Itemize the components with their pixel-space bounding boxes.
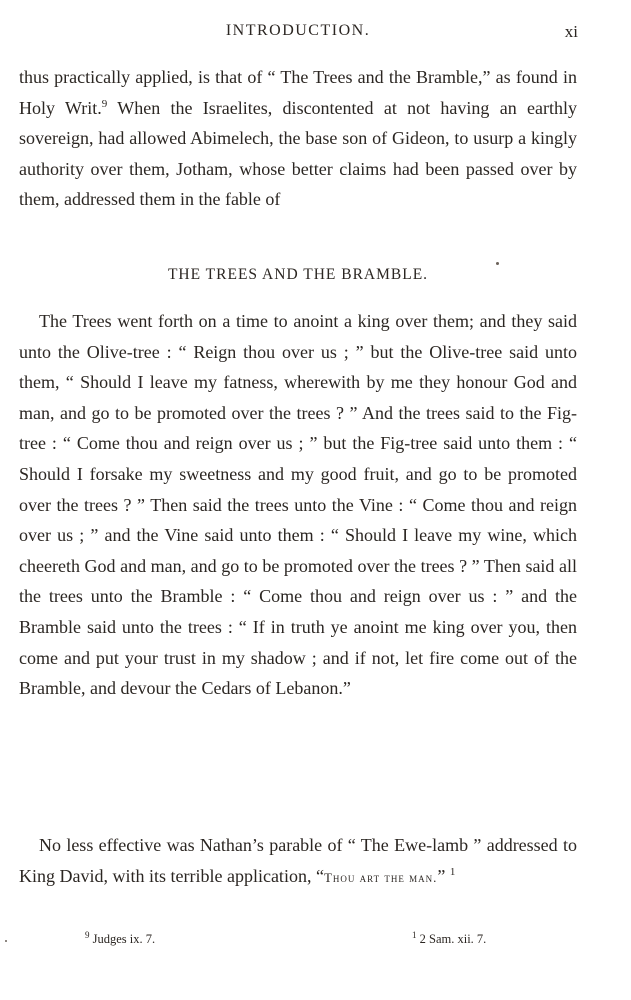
- footnote-mark: 9: [85, 929, 90, 940]
- footnote-text: Judges ix. 7.: [89, 932, 156, 946]
- paragraph-nathan-closing: ”: [437, 865, 450, 886]
- page-number: xi: [564, 22, 578, 41]
- paragraph-nathan-text: No less effective was Nathan’s parable of “ The Ewe-lamb ” addressed to King David, with its terrible application, “: [19, 835, 577, 886]
- paper-speck: [496, 262, 499, 265]
- footnote-9: [85, 929, 156, 947]
- running-title: INTRODUCTION.: [225, 22, 371, 39]
- paragraph-nathan: [19, 830, 577, 893]
- footnote-1: [412, 929, 487, 947]
- small-caps-quote: Thou art the man.: [323, 869, 438, 885]
- footnote-mark: 1: [412, 929, 417, 940]
- footnote-reference: 1: [449, 865, 456, 878]
- footnote-reference: 9: [101, 97, 108, 110]
- running-head: [0, 22, 631, 46]
- footnote-text: 2 Sam. xii. 7.: [416, 932, 487, 946]
- paragraph-intro-text-continued: When the Israelites, discontented at not having an earthly sovereign, had allowed Abimelech, the base son of Gideon, to usurp a kingly authority over them, Jotham, whose better claims had been passed over by them, addressed them in the fable of: [19, 97, 577, 210]
- paragraph-intro-text: thus practically applied, is that of “ The Trees and the Bramble,” as found in Holy Writ.: [19, 67, 577, 118]
- fable-paragraph: The Trees went forth on a time to anoint a king over them; and they said unto the Olive-tree : “ Reign thou over us ; ” but the Olive-tree said unto them, “ Should I leave my fatness, wherewith by me they honour God and man, and go to be promoted over the trees ? ” And the trees said to the Fig-tree : “ Come thou and reign over us ; ” but the Fig-tree said unto them : “ Should I forsake my sweetness and my good fruit, and go to be promoted over the trees ? ” Then said the trees unto the Vine : “ Come thou and reign over us ; ” and the Vine said unto them : “ Should I leave my wine, which cheereth God and man, and go to be promoted over the trees ? ” Then said all the trees unto the Bramble : “ Come thou and reign over us : ” and the Bramble said unto the trees : “ If in truth ye anoint me king over you, then come and put your trust in my shadow ; and if not, let fire come out of the Bramble, and devour the Cedars of Lebanon.”: [19, 311, 577, 699]
- section-heading: THE TREES AND THE BRAMBLE.: [167, 266, 429, 283]
- paper-speck: [5, 940, 7, 942]
- paragraph-intro: [19, 62, 577, 215]
